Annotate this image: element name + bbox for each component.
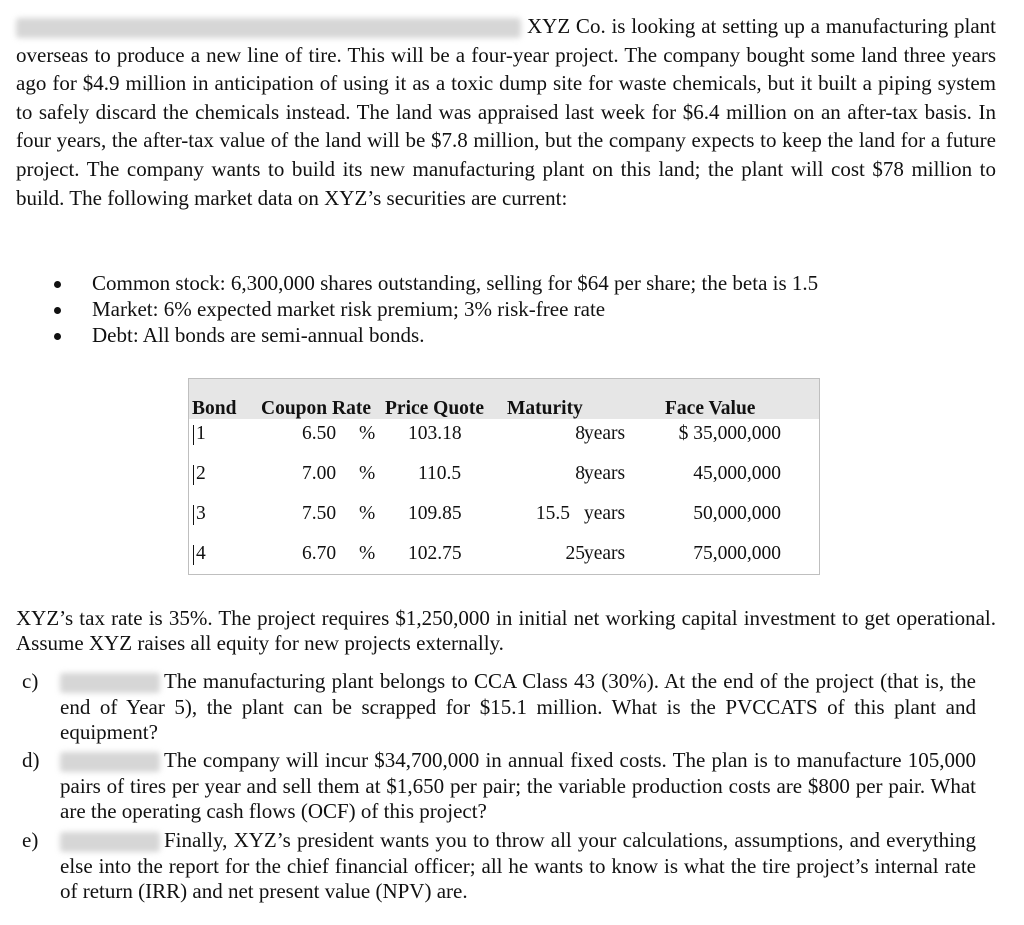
redacted-text (16, 18, 521, 38)
row-marker (193, 425, 194, 445)
question-label: c) (22, 669, 39, 693)
intro-text: XYZ Co. is looking at setting up a manufacturing plant overseas to produce a new line of tire. This will be a four-year project. The company bought some land three years ago for $4.9 million in anticipation of using it as a toxic dump site for waste chemicals, but it built a piping system to safely discard the chemicals instead. The land was appraised last week for $6.4 million on an after-tax basis. In four years, the after-tax value of the land will be $7.8 million, but the company expects to keep the land for a future project. The company wants to build its new manufacturing plant on this land; the plant will cost $78 million to build. The following market data on XYZ’s securities are current: (16, 14, 996, 210)
question-e (16, 828, 976, 905)
cell-maturity-unit: years (584, 543, 626, 564)
redacted-text (60, 832, 160, 852)
cell-bond: 4 (196, 543, 206, 564)
cell-bond: 2 (196, 463, 206, 484)
redacted-text (60, 752, 160, 772)
cell-bond: 1 (196, 423, 206, 444)
cell-maturity: 8 (575, 423, 585, 444)
cell-coupon: 7.00 (302, 463, 337, 484)
cell-face-value: 45,000,000 (693, 463, 781, 484)
market-data-list (40, 270, 818, 348)
intro-paragraph (16, 12, 996, 212)
cell-price: 110.5 (418, 463, 462, 484)
cell-face-value: 75,000,000 (693, 543, 781, 564)
cell-maturity: 25 (565, 543, 585, 564)
list-item: Debt: All bonds are semi-annual bonds. (40, 322, 818, 348)
cell-maturity: 8 (575, 463, 585, 484)
question-text: The manufacturing plant belongs to CCA Class 43 (30%). At the end of the project (that is, the end of Year 5), the plant can be scrapped for $15.1 million. What is the PVCCATS of this plant and equipment? (60, 669, 976, 744)
header-bond: Bond (192, 398, 237, 419)
tax-paragraph: XYZ’s tax rate is 35%. The project requires $1,250,000 in initial net working capital investment to get operational. Assume XYZ raises all equity for new projects externally. (16, 606, 996, 655)
cell-price: 103.18 (408, 423, 462, 444)
header-maturity: Maturity (507, 398, 583, 419)
question-text: Finally, XYZ’s president wants you to throw all your calculations, assumptions, and everything else into the report for the chief financial officer; all he wants to know is what the tire project’s internal rate of return (IRR) and net present value (NPV) are. (60, 828, 976, 903)
row-marker (193, 545, 194, 565)
header-face-value: Face Value (665, 398, 756, 419)
cell-coupon: 6.50 (302, 423, 337, 444)
cell-maturity-unit: years (584, 423, 626, 444)
question-d (16, 748, 976, 825)
cell-bond: 3 (196, 503, 206, 524)
list-item: Market: 6% expected market risk premium; 3% risk-free rate (40, 296, 818, 322)
cell-maturity-unit: years (584, 463, 626, 484)
row-marker (193, 465, 194, 485)
cell-price: 102.75 (408, 543, 462, 564)
question-label: e) (22, 828, 39, 852)
cell-pct: % (359, 423, 376, 444)
cell-pct: % (359, 503, 376, 524)
question-c (16, 669, 976, 746)
cell-face-value: 50,000,000 (693, 503, 781, 524)
cell-maturity: 15.5 (535, 503, 570, 524)
cell-face-value: $ 35,000,000 (678, 423, 781, 444)
question-label: d) (22, 748, 40, 772)
list-item: Common stock: 6,300,000 shares outstanding, selling for $64 per share; the beta is 1.5 (40, 270, 818, 296)
cell-maturity-unit: years (584, 503, 626, 524)
row-marker (193, 505, 194, 525)
header-price-quote: Price Quote (385, 398, 485, 419)
cell-price: 109.85 (408, 503, 462, 524)
cell-coupon: 7.50 (302, 503, 337, 524)
cell-pct: % (359, 543, 376, 564)
question-text: The company will incur $34,700,000 in annual fixed costs. The plan is to manufacture 105,000 pairs of tires per year and sell them at $1,650 per pair; the variable production costs are $800 per pair. What are the operating cash flows (OCF) of this project? (60, 748, 976, 823)
cell-coupon: 6.70 (302, 543, 337, 564)
cell-pct: % (359, 463, 376, 484)
redacted-text (60, 673, 160, 693)
header-coupon-rate: Coupon Rate (261, 398, 371, 419)
bond-table (188, 378, 820, 575)
